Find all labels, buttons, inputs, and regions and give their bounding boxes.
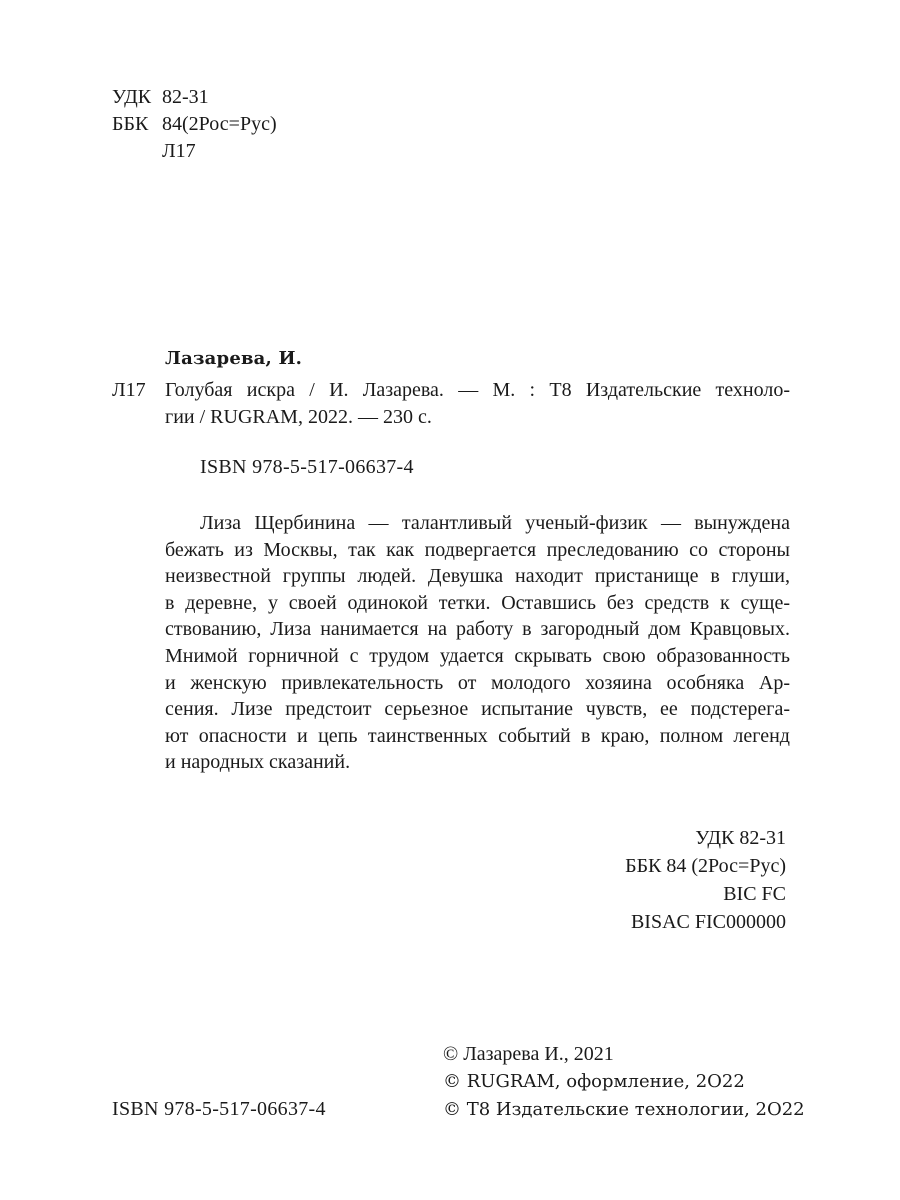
isbn-footer: ISBN 978-5-517-06637-4 bbox=[112, 1098, 326, 1120]
bbk-value: 84(2Рос=Рус) bbox=[162, 113, 277, 135]
annotation-line: и женскую привлекательность от молодого хозяина особняка Ар- bbox=[165, 671, 790, 694]
author-mark: Л17 bbox=[112, 379, 146, 401]
annotation bbox=[165, 510, 790, 776]
bbk-label: ББК bbox=[112, 113, 149, 135]
annotation-line: и народных сказаний. bbox=[165, 751, 351, 774]
annotation-line: ствованию, Лиза нанимается на работу в загородный дом Кравцовых. bbox=[165, 618, 790, 641]
udk-line bbox=[112, 84, 209, 110]
copyright-block bbox=[443, 1040, 805, 1124]
author-mark-top: Л17 bbox=[162, 140, 196, 162]
bibliographic-line-1: Голубая искра / И. Лазарева. — М. : Т8 Издательские техноло- bbox=[165, 379, 790, 401]
annotation-line: Мнимой горничной с трудом удается скрывать свою образованность bbox=[165, 644, 790, 667]
author-mark-top-line bbox=[112, 138, 196, 164]
bbk-line bbox=[112, 111, 277, 137]
subject-codes bbox=[625, 824, 786, 936]
udk-code: УДК 82-31 bbox=[695, 827, 786, 849]
copyright-author: © Лазарева И., 2021 bbox=[443, 1043, 614, 1065]
udk-label: УДК bbox=[112, 86, 152, 108]
bibliographic-line-2: гии / RUGRAM, 2022. — 230 с. bbox=[165, 406, 432, 428]
annotation-line: сения. Лизе предстоит серьезное испытание чувств, ее подстерега- bbox=[165, 698, 790, 721]
isbn-main: ISBN 978-5-517-06637-4 bbox=[200, 456, 414, 478]
copyright-rugram: © RUGRAM, оформление, 2O22 bbox=[443, 1071, 745, 1092]
annotation-line: бежать из Москвы, так как подвергается преследованию со стороны bbox=[165, 538, 790, 561]
annotation-line: ют опасности и цепь таинственных событий в краю, полном легенд bbox=[165, 724, 790, 747]
annotation-line: неизвестной группы людей. Девушка находит пристанище в глуши, bbox=[165, 565, 790, 588]
bic-code: BIC FC bbox=[723, 883, 786, 905]
bisac-code: BISAC FIC000000 bbox=[630, 911, 786, 933]
annotation-line: в деревне, у своей одинокой тетки. Оставшись без средств к суще- bbox=[165, 591, 790, 614]
bbk-code: ББК 84 (2Рос=Рус) bbox=[625, 855, 786, 877]
udk-value: 82-31 bbox=[162, 86, 209, 108]
annotation-line: Лиза Щербинина — талантливый ученый-физик — вынуждена bbox=[200, 512, 790, 534]
copyright-t8: © Т8 Издательские технологии, 2O22 bbox=[443, 1099, 805, 1120]
bibliographic-description bbox=[165, 377, 790, 431]
author-heading: Лазарева, И. bbox=[165, 348, 303, 369]
